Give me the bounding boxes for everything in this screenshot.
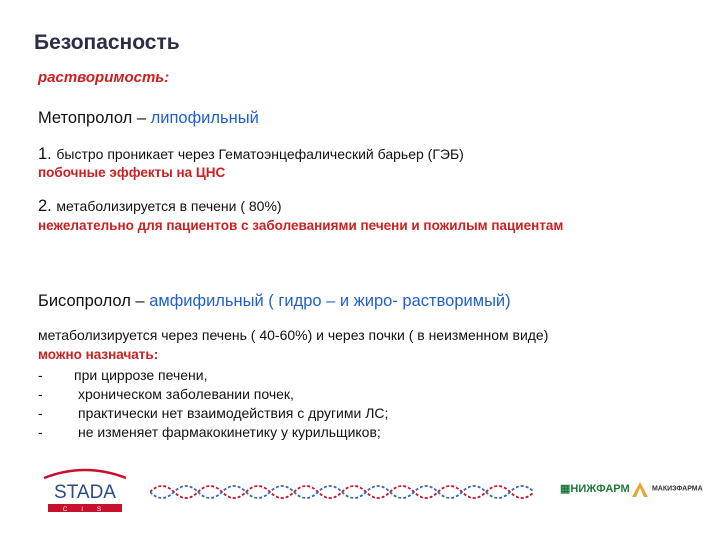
nizhpharm-logo [560, 482, 630, 495]
list-item-text: хроническом заболевании почек, [78, 386, 294, 402]
list-item [38, 405, 388, 421]
metoprolol-property: липофильный [150, 109, 259, 127]
bisoprolol-heading [38, 292, 511, 311]
point-number: 1. [38, 145, 57, 163]
point-text: метаболизируется в печени ( 80%) [56, 198, 282, 214]
point-text: быстро проникает через Гематоэнцефалический барьер (ГЭБ) [56, 146, 464, 162]
metoprolol-name: Метопролол – [38, 109, 151, 127]
bisoprolol-name: Бисопролол – [38, 292, 150, 310]
list-item [38, 424, 381, 440]
section-subtitle: растворимость: [38, 69, 170, 86]
list-dash: - [38, 405, 43, 421]
makiz-logo [630, 480, 703, 498]
list-dash: - [38, 386, 43, 402]
list-item-text: практически нет взаимодействия с другими ЛС; [78, 405, 389, 421]
metoprolol-note-1: побочные эффекты на ЦНС [38, 165, 226, 180]
dna-helix-decoration [150, 478, 548, 506]
list-item-text: не изменяет фармакокинетику у курильщиков; [78, 424, 381, 440]
bisoprolol-property: амфифильный ( гидро – и жиро- растворимый) [149, 292, 511, 310]
list-item [38, 386, 294, 402]
nizhpharm-logo-text: НИЖФАРМ [570, 483, 630, 495]
list-item-text: при циррозе печени, [74, 367, 208, 383]
list-item [38, 367, 207, 383]
stada-logo-text: STADA [54, 482, 116, 503]
bisoprolol-metabolism: метаболизируется через печень ( 40-60%) и через почки ( в неизменном виде) [38, 327, 549, 343]
list-dash: - [38, 424, 43, 440]
stada-logo [40, 466, 130, 514]
metoprolol-heading [38, 109, 259, 128]
metoprolol-point-2 [38, 197, 282, 216]
metoprolol-point-1 [38, 145, 464, 164]
stada-logo-sub: C I S [62, 506, 108, 513]
makiz-logo-text: МАКИЗФАРМА [651, 485, 703, 493]
makiz-mark-icon [630, 480, 650, 498]
list-dash: - [38, 367, 43, 383]
bisoprolol-can-prescribe: можно назначать: [38, 347, 159, 362]
page-title: Безопасность [34, 31, 180, 54]
nizhpharm-mark-icon: ▦ [560, 483, 571, 495]
point-number: 2. [38, 197, 57, 215]
metoprolol-note-2: нежелательно для пациентов с заболеваниями печени и пожилым пациентам [38, 218, 564, 233]
